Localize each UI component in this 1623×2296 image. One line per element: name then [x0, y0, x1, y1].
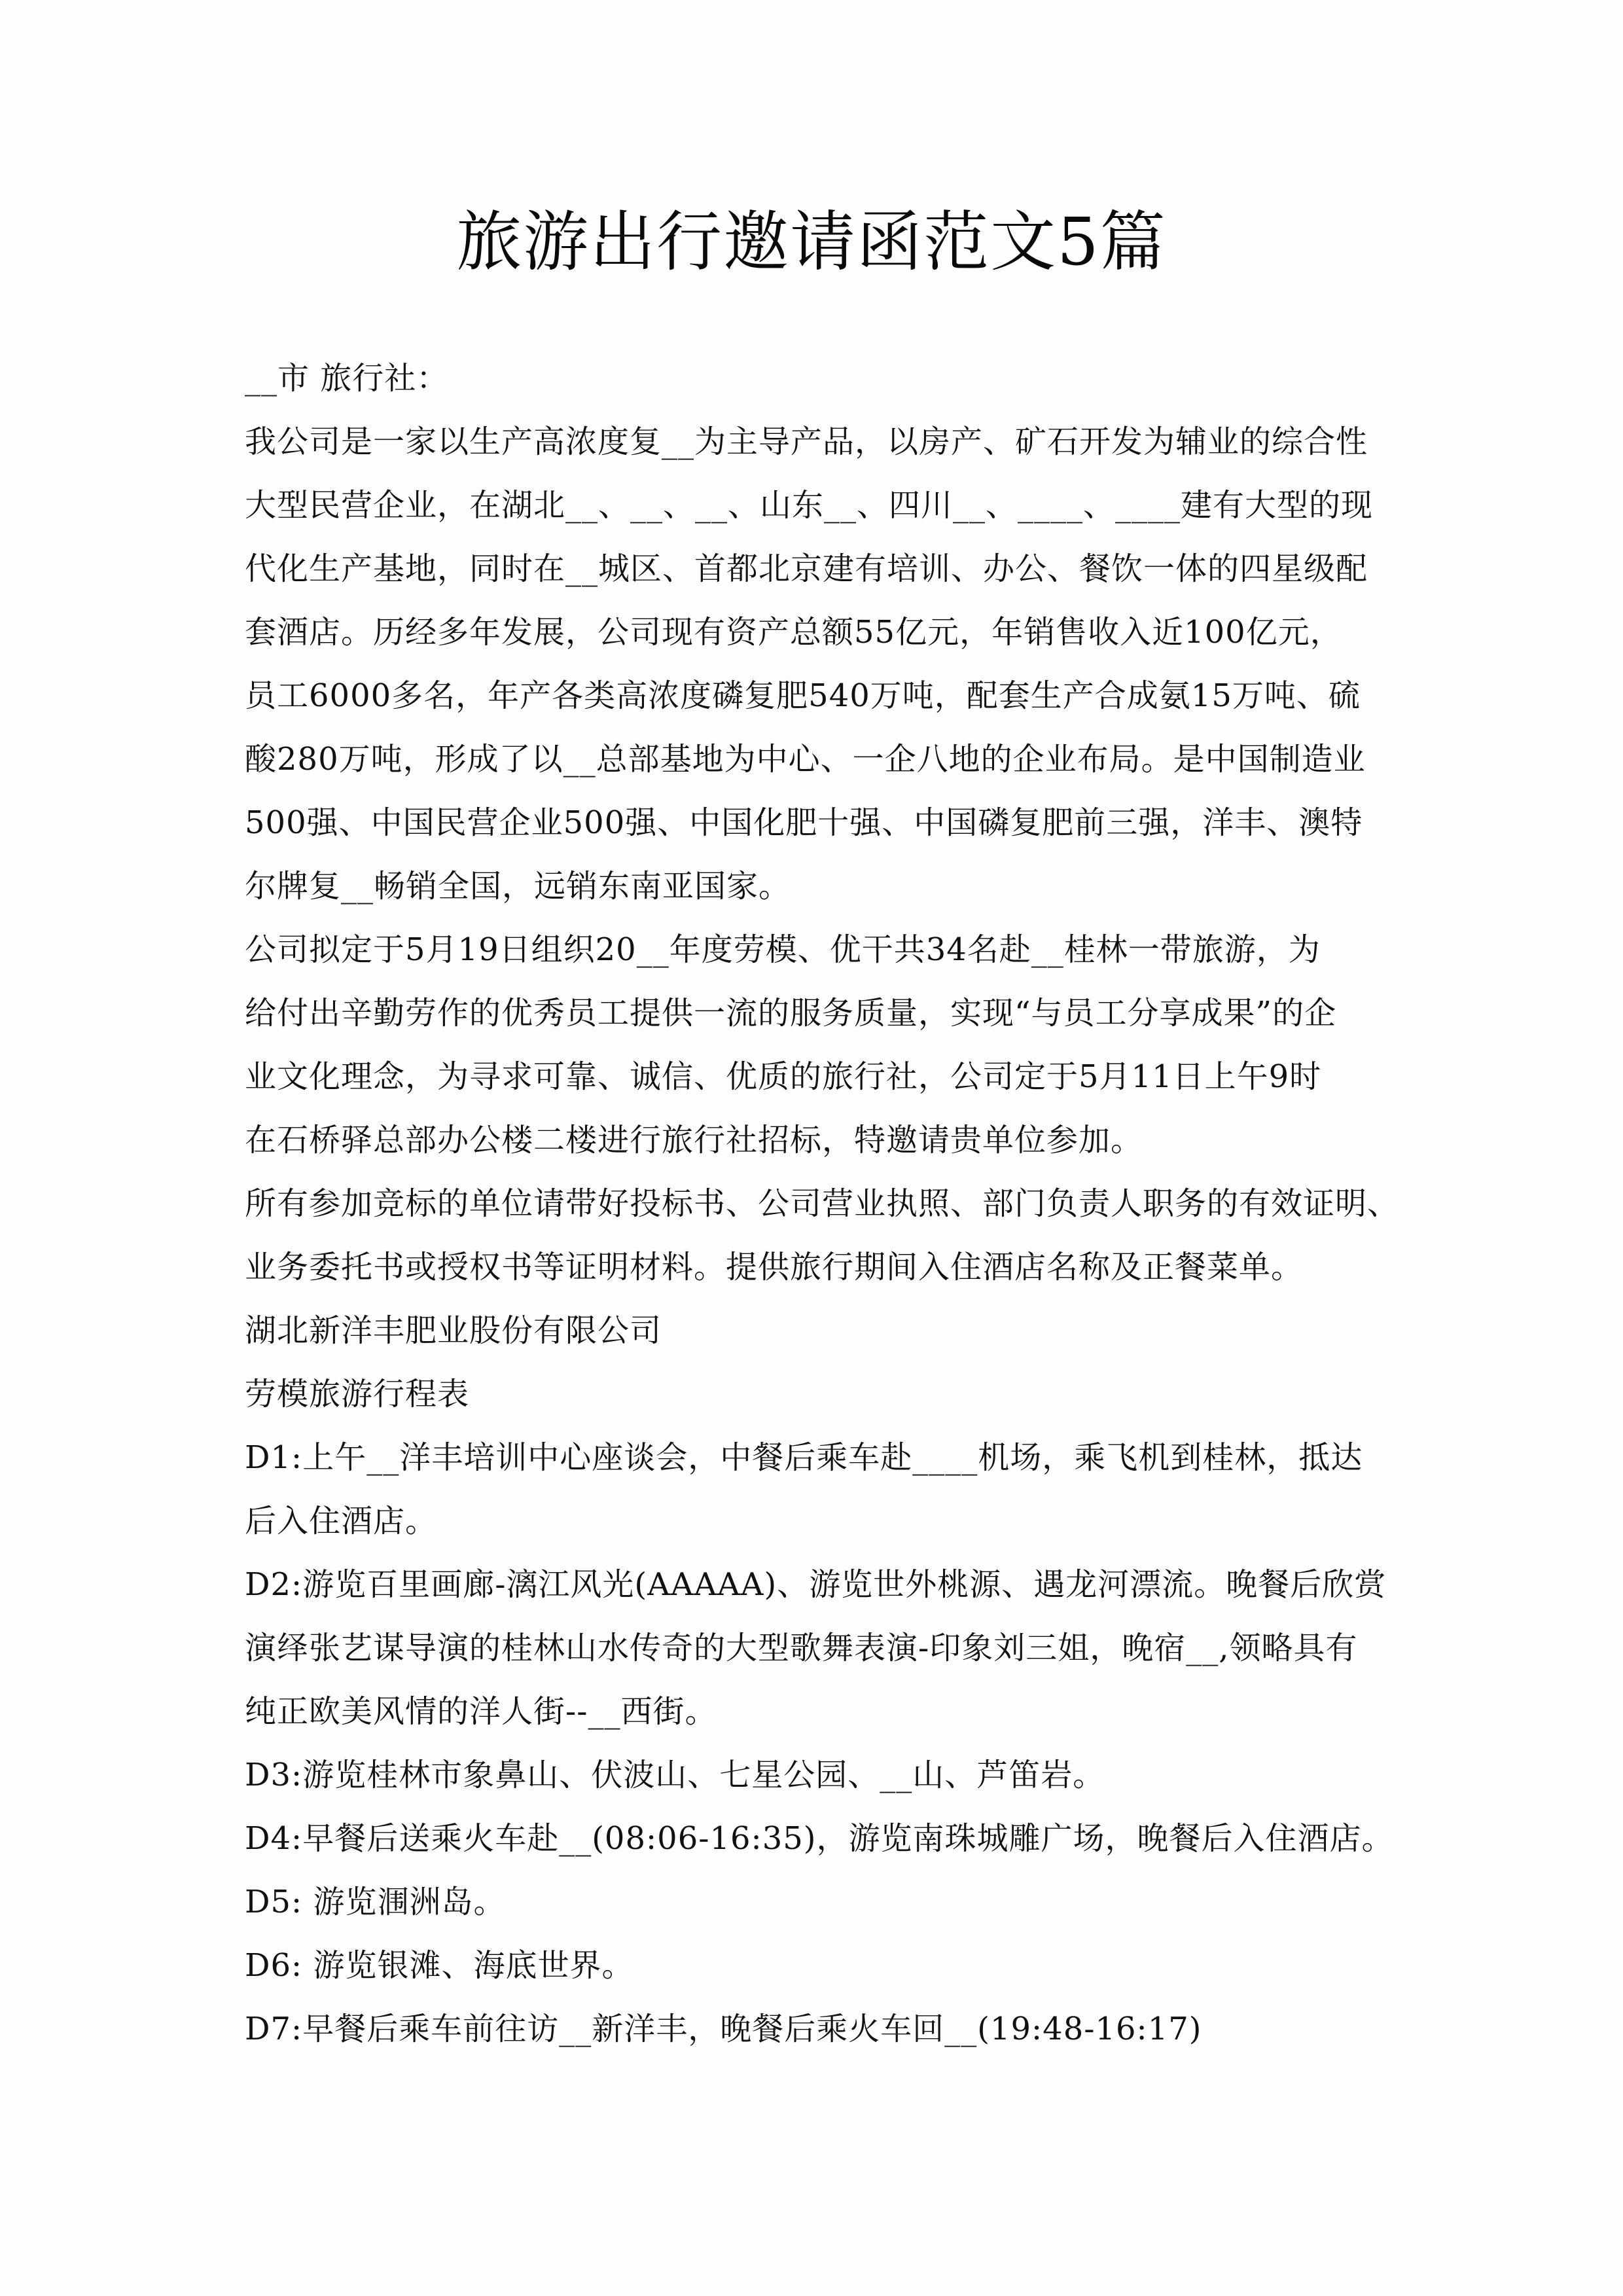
company-intro-line-8: 尔牌复__畅销全国，远销东南亚国家。	[245, 868, 791, 905]
salutation: __市 旅行社：	[245, 360, 449, 397]
company-intro-line-5: 员工6000多名，年产各类高浓度磷复肥540万吨，配套生产合成氨15万吨、硫	[245, 677, 1361, 714]
bid-requirements-line-2: 业务委托书或授权书等证明材料。提供旅行期间入住酒店名称及正餐菜单。	[245, 1249, 1304, 1285]
company-intro-line-2: 大型民营企业，在湖北__、__、__、山东__、四川__、____、____建有大型的现	[245, 487, 1374, 524]
document-title: 旅游出行邀请函范文5篇	[456, 204, 1167, 280]
trip-plan-line-3: 业文化理念，为寻求可靠、诚信、优质的旅行社，公司定于5月11日上午9时	[245, 1058, 1322, 1095]
trip-plan-line-4: 在石桥驿总部办公楼二楼进行旅行社招标，特邀请贵单位参加。	[245, 1122, 1143, 1158]
signature-company: 湖北新洋丰肥业股份有限公司	[245, 1312, 662, 1349]
itinerary-day-1-line-1: D1:上午__洋丰培训中心座谈会，中餐后乘车赴____机场，乘飞机到桂林，抵达	[245, 1439, 1363, 1476]
trip-plan-line-1: 公司拟定于5月19日组织20__年度劳模、优干共34名赴__桂林一带旅游，为	[245, 931, 1321, 968]
itinerary-day-4: D4:早餐后送乘火车赴__(08:06-16:35)，游览南珠城雕广场，晚餐后入住酒店。	[245, 1820, 1394, 1857]
company-intro-line-4: 套酒店。历经多年发展，公司现有资产总额55亿元，年销售收入近100亿元，	[245, 614, 1342, 651]
company-intro-line-7: 500强、中国民营企业500强、中国化肥十强、中国磷复肥前三强，洋丰、澳特	[245, 804, 1363, 841]
bid-requirements-line-1: 所有参加竞标的单位请带好投标书、公司营业执照、部门负责人职务的有效证明、	[245, 1185, 1400, 1222]
company-intro-line-6: 酸280万吨，形成了以__总部基地为中心、一企八地的企业布局。是中国制造业	[245, 741, 1366, 778]
itinerary-heading: 劳模旅游行程表	[245, 1376, 470, 1412]
itinerary-day-7: D7:早餐后乘车前往访__新洋丰，晚餐后乘火车回__(19:48-16:17)	[245, 2011, 1202, 2047]
itinerary-day-5: D5: 游览涠洲岛。	[245, 1884, 506, 1920]
itinerary-day-2-line-2: 演绎张艺谋导演的桂林山水传奇的大型歌舞表演-印象刘三姐，晚宿__,领略具有	[245, 1630, 1358, 1666]
itinerary-day-2-line-1: D2:游览百里画廊-漓江风光(AAAAA)、游览世外桃源、遇龙河漂流。晚餐后欣赏	[245, 1566, 1387, 1603]
itinerary-day-1-line-2: 后入住酒店。	[245, 1503, 438, 1539]
trip-plan-line-2: 给付出辛勤劳作的优秀员工提供一流的服务质量，实现“与员工分享成果”的企	[245, 995, 1337, 1031]
itinerary-day-6: D6: 游览银滩、海底世界。	[245, 1947, 634, 1984]
company-intro-line-3: 代化生产基地，同时在__城区、首都北京建有培训、办公、餐饮一体的四星级配	[245, 550, 1368, 587]
company-intro-line-1: 我公司是一家以生产高浓度复__为主导产品，以房产、矿石开发为辅业的综合性	[245, 423, 1368, 460]
document-body	[245, 347, 1400, 2061]
itinerary-day-2-line-3: 纯正欧美风情的洋人街--__西街。	[245, 1693, 717, 1730]
itinerary-day-3: D3:游览桂林市象鼻山、伏波山、七星公园、__山、芦笛岩。	[245, 1757, 1105, 1793]
